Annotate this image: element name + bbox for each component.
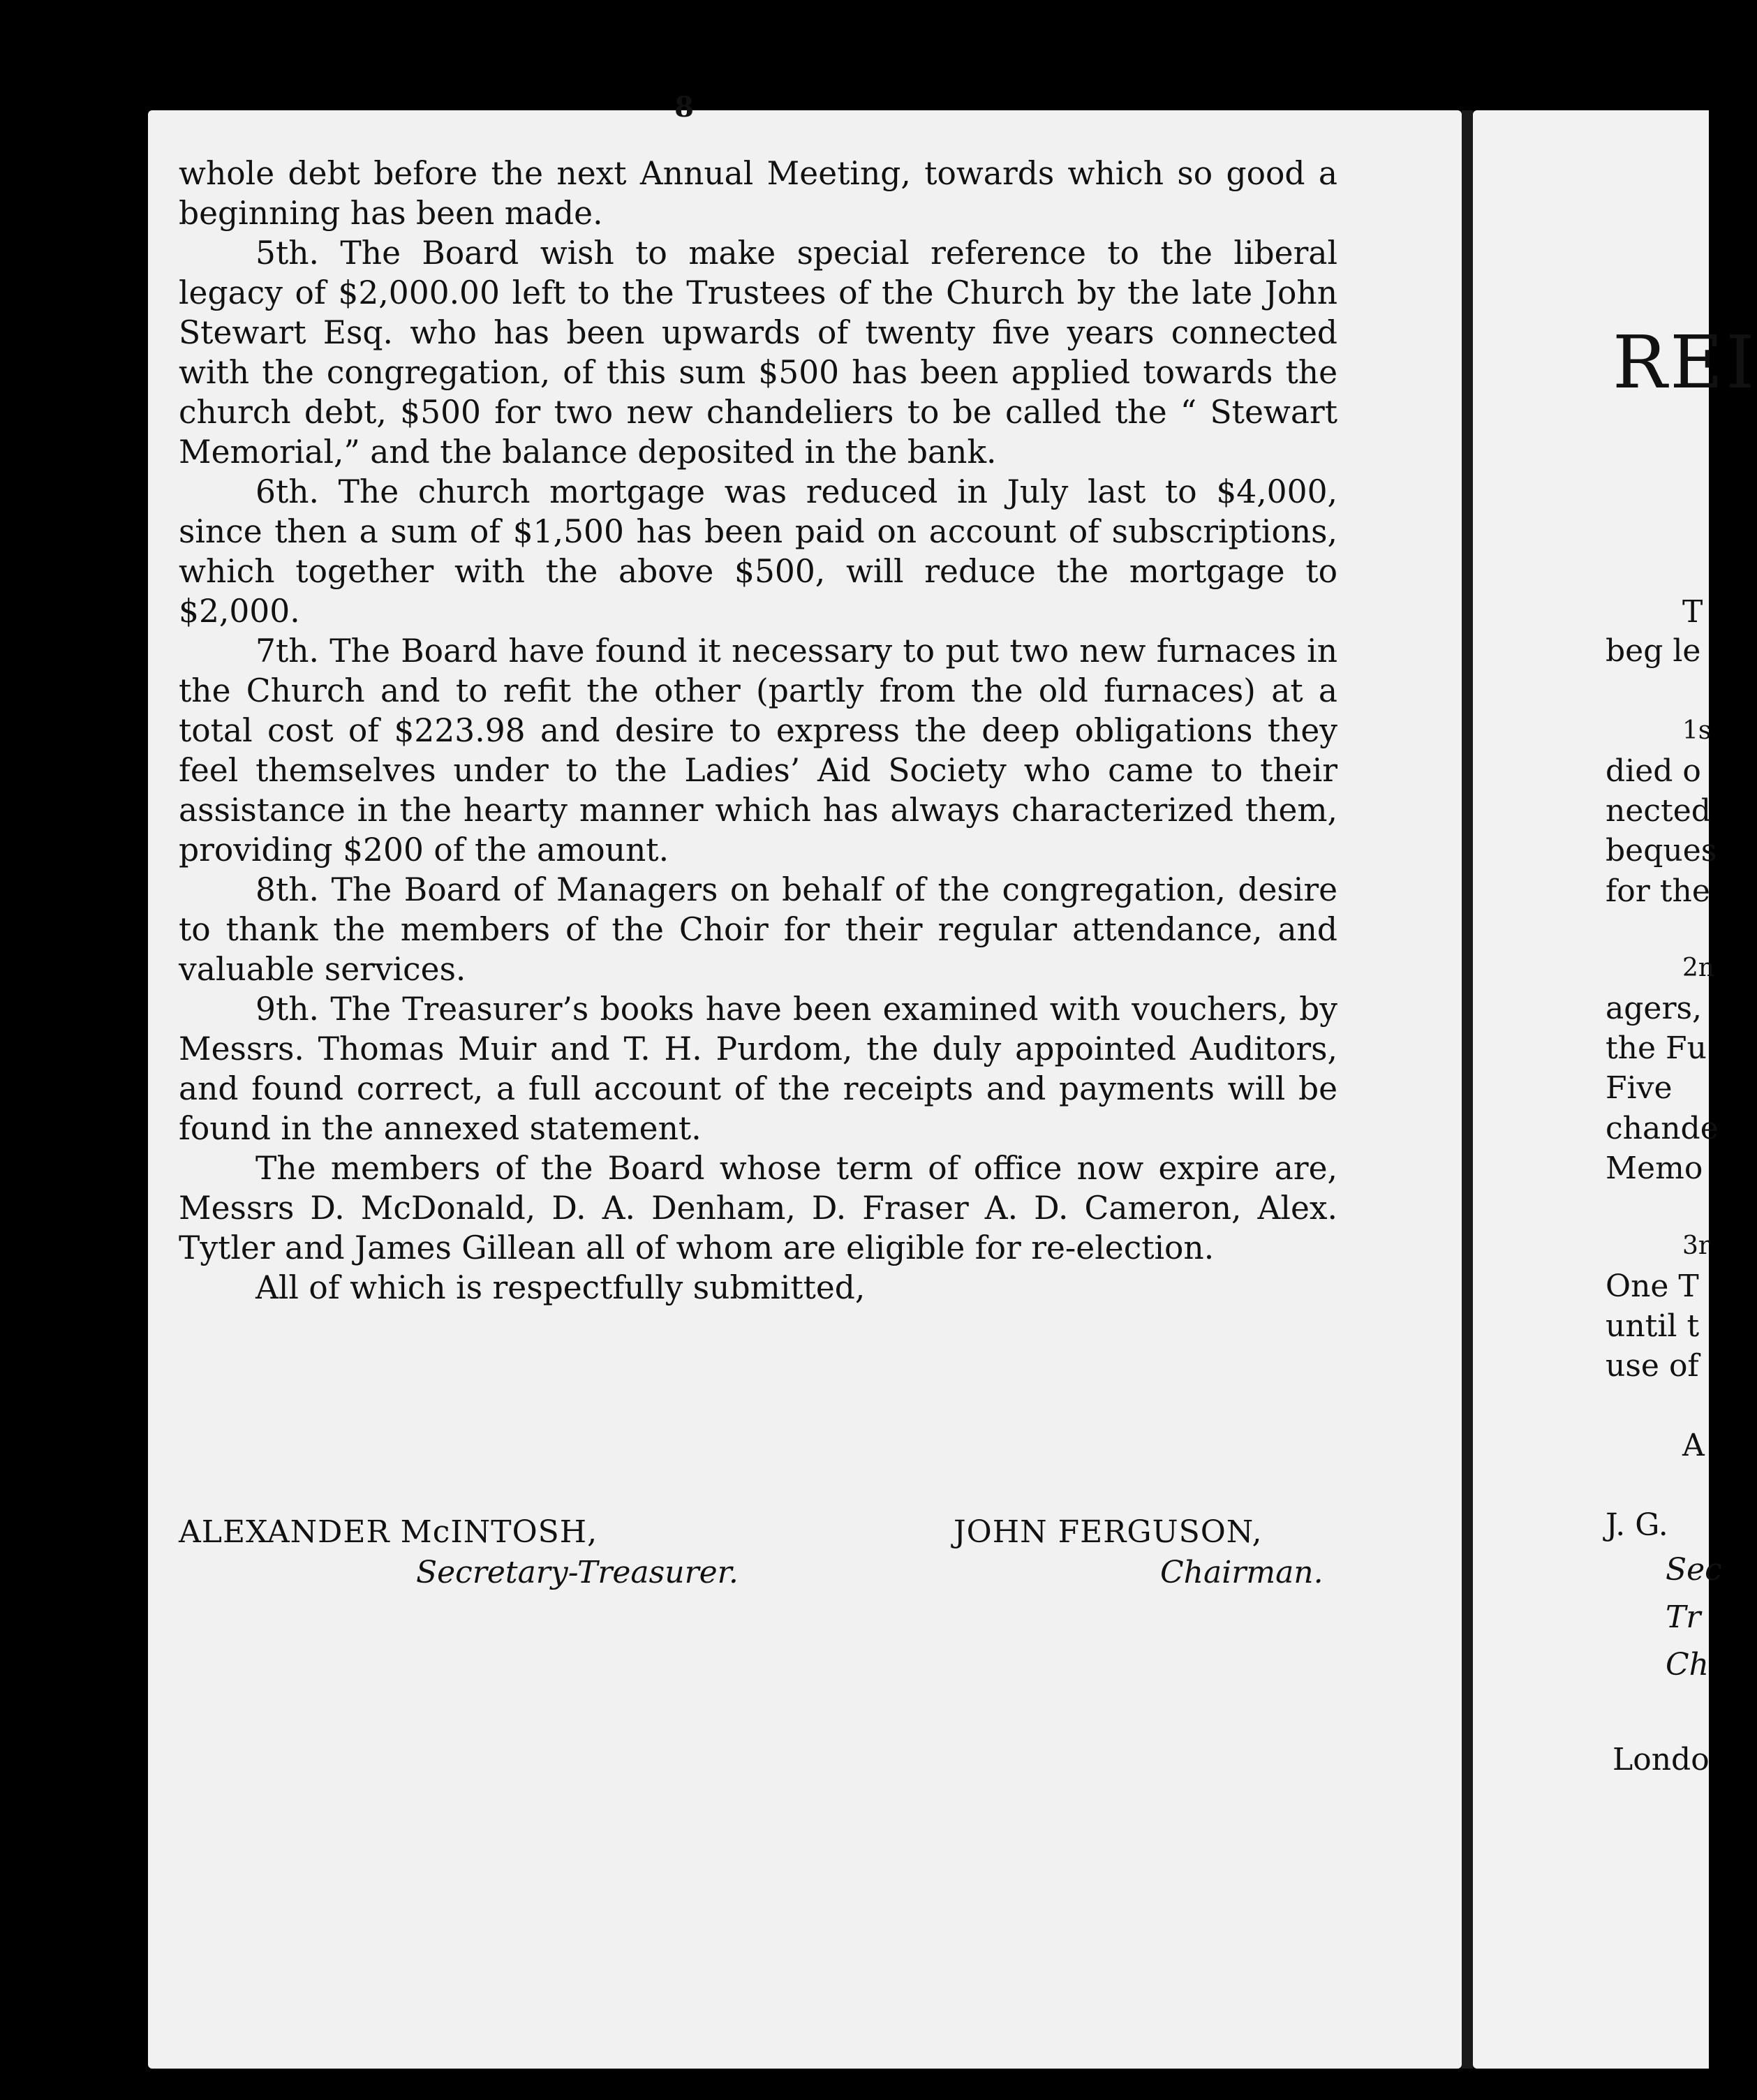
right-line: the Fu <box>1606 1030 1707 1066</box>
paragraph-seventh: 7th. The Board have found it necessary to put two new furnaces in the Church and to refit the other (partly from the old furnaces) at a total cost of $223.98 and desire to express the deep obligations they feel themselves under to the Ladies’ Aid Society who came to their assistance in the hearty manner which has always characterized them, providing $200 of the amount. <box>179 633 1337 868</box>
right-line: agers, <box>1606 991 1703 1026</box>
right-line: Memo <box>1606 1151 1703 1186</box>
right-line: Tr <box>1666 1599 1701 1635</box>
book-gutter <box>1462 110 1473 2069</box>
right-line: T <box>1682 594 1703 630</box>
right-line: until t <box>1606 1308 1700 1344</box>
right-page-title-fragment: REI <box>1613 320 1757 405</box>
right-line: 1s <box>1682 716 1712 745</box>
right-page-content <box>1473 110 1757 2069</box>
paragraph-sixth: 6th. The church mortgage was reduced in July last to $4,000, since then a sum of $1,500 has been paid on account of subscriptions, which together with the above $500, will reduce the mortgage to $2,000. <box>179 473 1337 630</box>
right-line: Five <box>1606 1070 1673 1106</box>
right-line: A <box>1682 1428 1705 1463</box>
right-line: chande <box>1606 1111 1719 1146</box>
page-number: 8 <box>674 91 694 124</box>
signature-chairman-name: JOHN FERGUSON, <box>954 1514 1263 1550</box>
paragraph-board-members: The members of the Board whose term of office now expire are, Messrs D. McDonald, D. A. Denham, D. Fraser A. D. Cameron, Alex. Tytler and James Gillean all of whom are eligible for re-election. <box>179 1150 1337 1266</box>
right-line: beques <box>1606 833 1717 868</box>
paragraph-continuation: whole debt before the next Annual Meeting, towards which so good a beginning has been made. <box>179 155 1337 232</box>
paragraph-ninth: 9th. The Treasurer’s books have been examined with vouchers, by Messrs. Thomas Muir and T. H. Purdom, the duly appointed Auditors, and found correct, a full account of the receipts and payments will be found in the annexed statement. <box>179 991 1337 1147</box>
signature-secretary-name: ALEXANDER McINTOSH, <box>179 1514 598 1550</box>
right-line: Ch <box>1666 1647 1710 1683</box>
signature-secretary-role: Secretary-Treasurer. <box>416 1555 739 1590</box>
right-line: nected <box>1606 793 1711 829</box>
paragraph-submitted: All of which is respectfully submitted, <box>255 1269 866 1306</box>
report-body <box>179 154 1337 1308</box>
right-line: for the <box>1606 873 1710 909</box>
right-line: Londo <box>1613 1742 1710 1777</box>
right-line: One T <box>1606 1269 1699 1304</box>
right-line: Sec <box>1666 1552 1722 1588</box>
paragraph-fifth: 5th. The Board wish to make special reference to the liberal legacy of $2,000.00 left to the Trustees of the Church by the late John Stewart Esq. who has been upwards of twenty five years connected with the congregation, of this sum $500 has been applied towards the church debt, $500 for two new chandeliers to be called the “ Stewart Memorial,” and the balance deposited in the bank. <box>179 235 1337 471</box>
right-line: died o <box>1606 753 1701 789</box>
right-line: 2n <box>1682 954 1715 982</box>
signature-chairman-role: Chairman. <box>1160 1555 1324 1590</box>
right-line: 3r <box>1682 1232 1711 1260</box>
paragraph-eighth: 8th. The Board of Managers on behalf of the congregation, desire to thank the members of the Choir for their regular attendance, and valuable services. <box>179 871 1337 988</box>
right-line: use of <box>1606 1348 1699 1384</box>
right-line: beg le <box>1606 633 1701 669</box>
right-line: J. G. <box>1606 1507 1668 1543</box>
